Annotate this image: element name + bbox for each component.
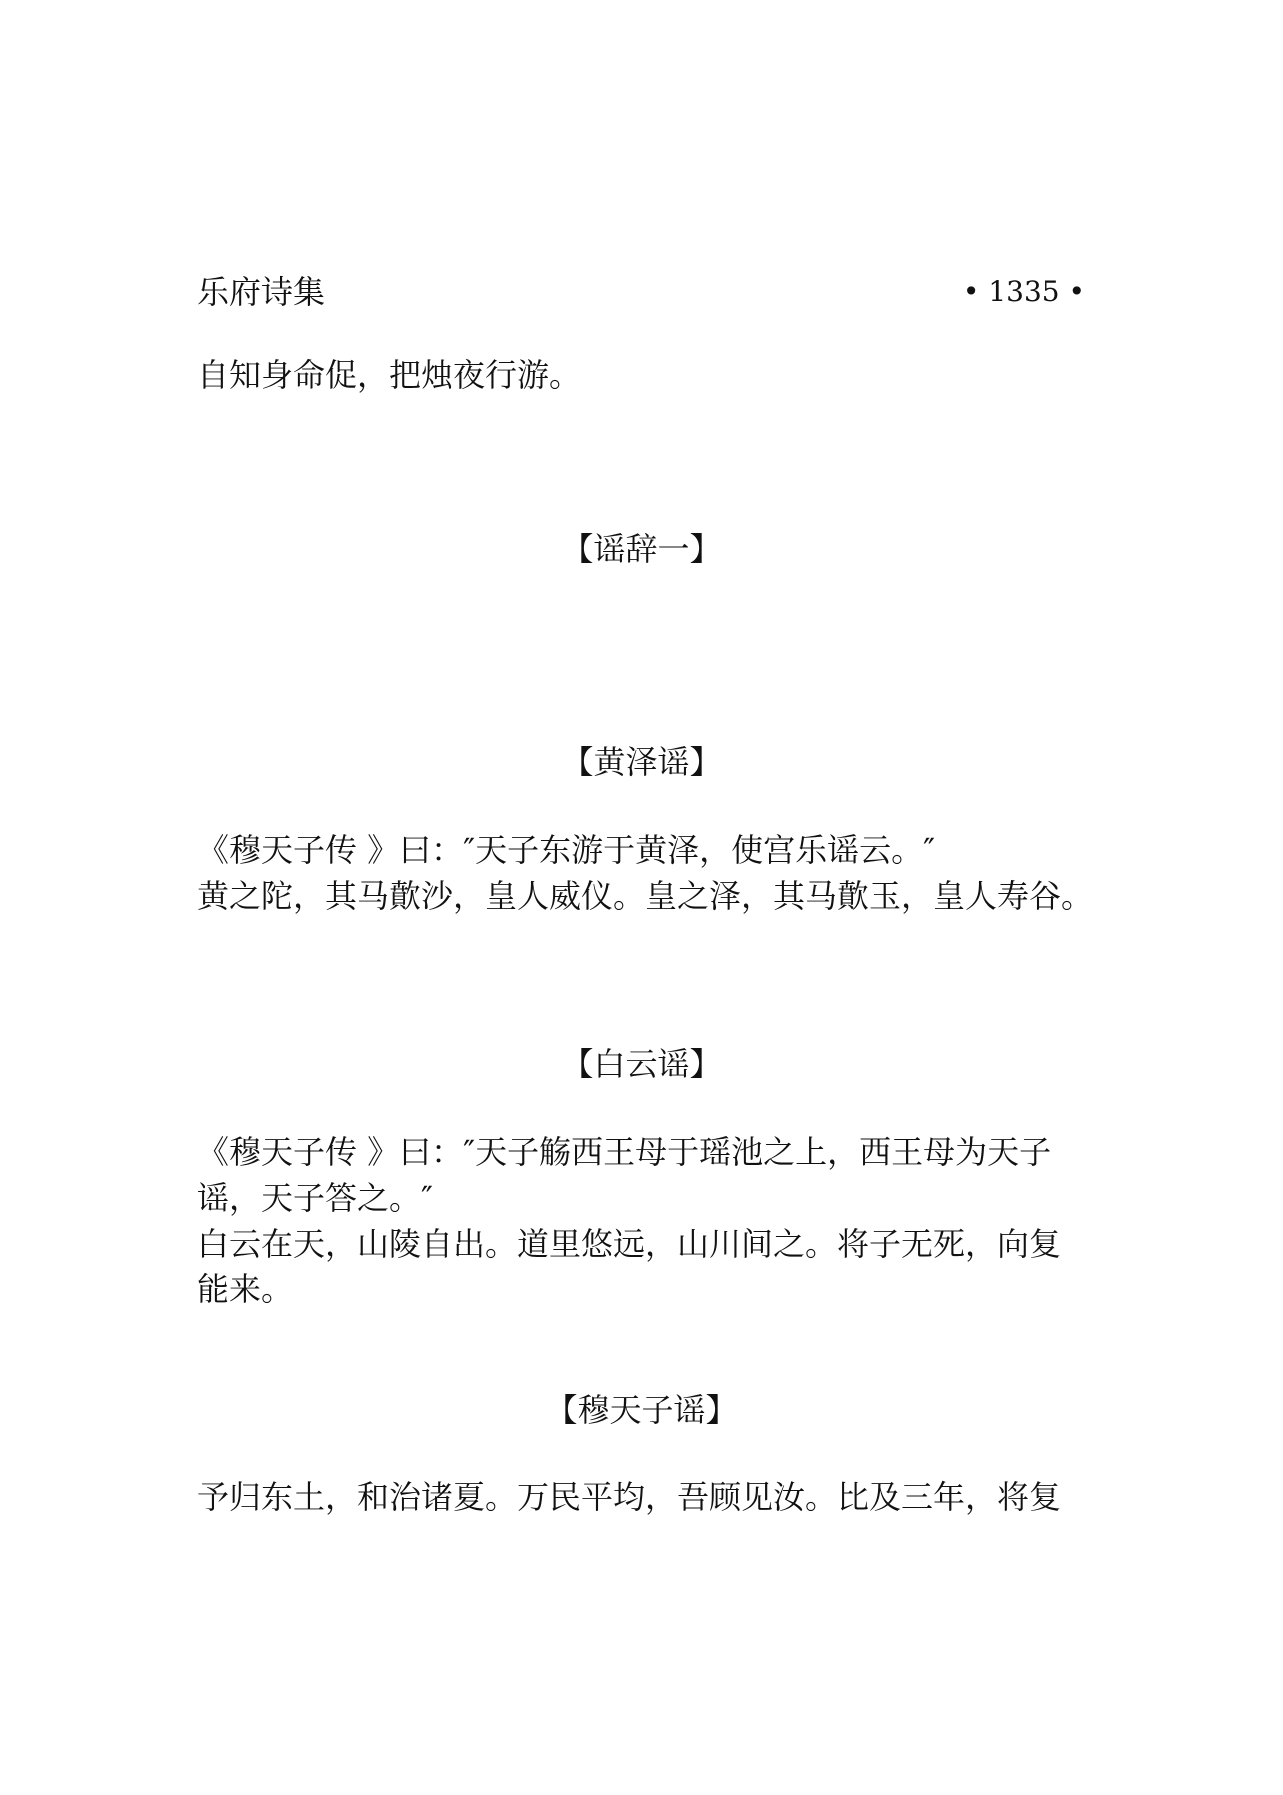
poem-line: 黄之陀，其马歕沙，皇人威仪。皇之泽，其马歕玉，皇人寿谷。: [197, 877, 1094, 915]
poem-line: 白云在天，山陵自出。道里悠远，山川间之。将子无死，向复: [197, 1225, 1062, 1263]
page-number: • 1335 •: [962, 275, 1085, 308]
poem-line: 《穆天子传 》曰：″天子东游于黄泽，使宫乐谣云。″: [197, 831, 936, 869]
page-header: [197, 270, 1085, 314]
section-heading: 【谣辞一】: [561, 530, 722, 568]
poem-line: 能来。: [197, 1270, 294, 1308]
poem-title-mutianzi: 【穆天子谣】: [545, 1391, 738, 1429]
book-title: 乐府诗集: [197, 273, 326, 311]
poem-line: 谣，天子答之。″: [197, 1179, 433, 1217]
intro-line: 自知身命促，把烛夜行游。: [197, 356, 582, 394]
poem-line: 予归东土，和治诸夏。万民平均，吾顾见汝。比及三年，将复: [197, 1478, 1062, 1516]
poem-title-baiyun: 【白云谣】: [561, 1045, 722, 1083]
poem-line: 《穆天子传 》曰：″天子觞西王母于瑶池之上，西王母为天子: [197, 1133, 1052, 1171]
poem-title-huangze: 【黄泽谣】: [561, 743, 722, 781]
